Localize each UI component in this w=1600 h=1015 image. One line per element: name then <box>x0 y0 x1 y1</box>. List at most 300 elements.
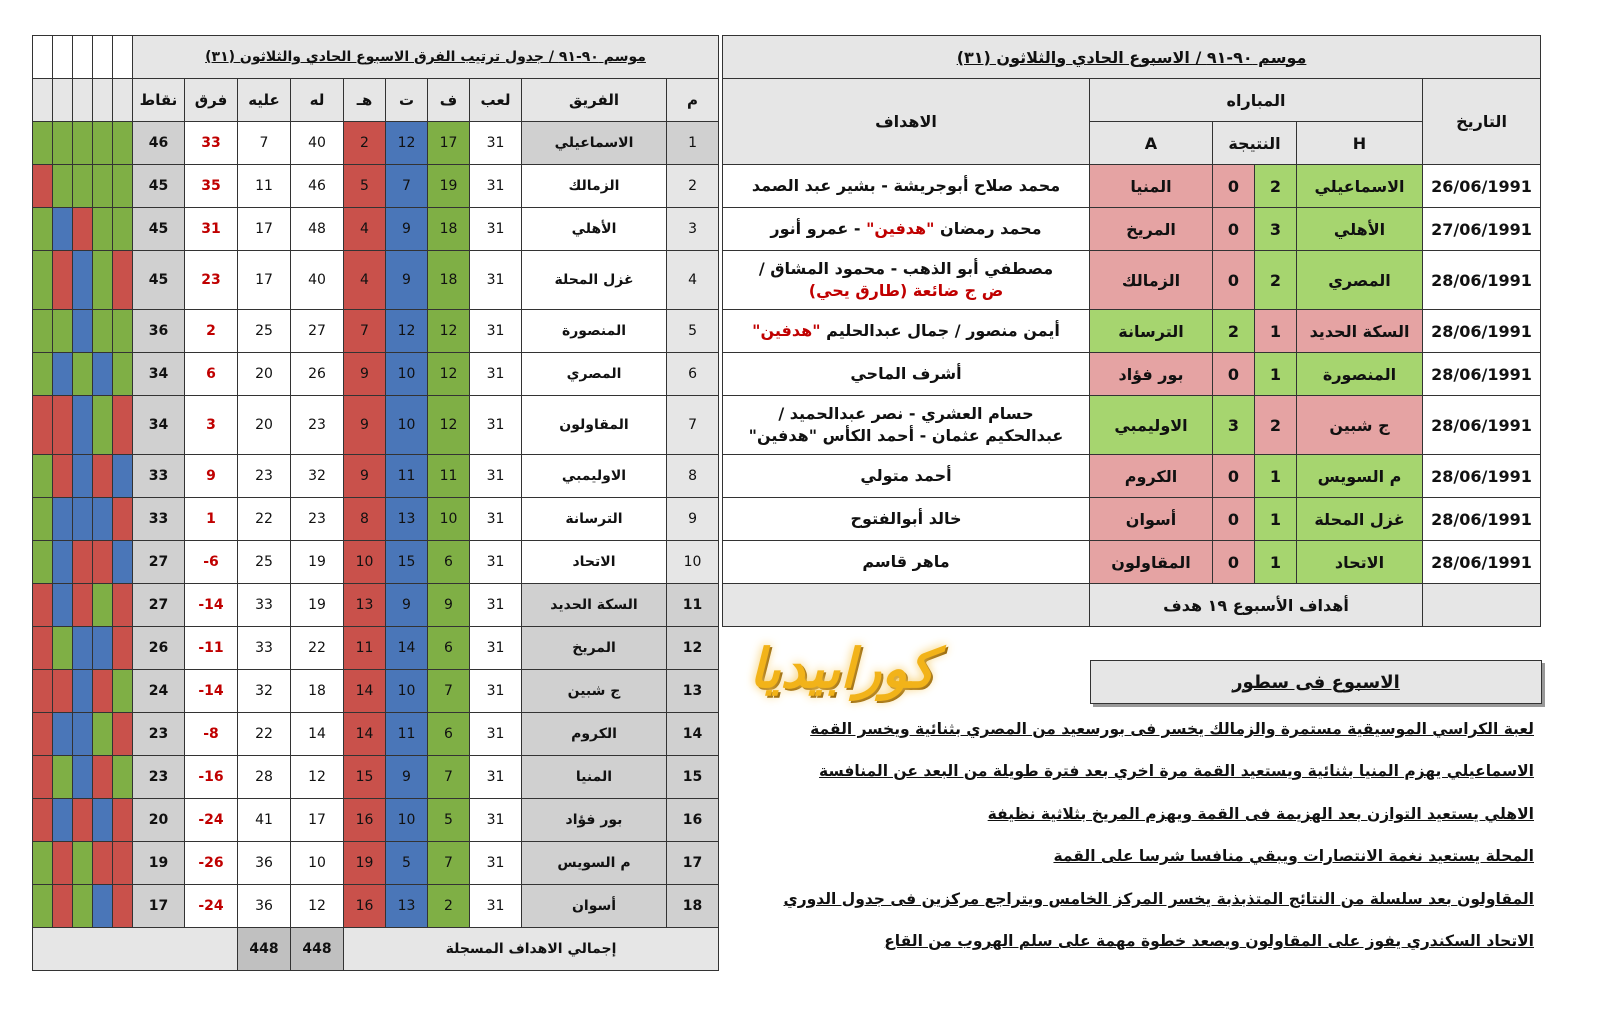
match-row <box>723 165 1541 208</box>
match-goals <box>723 396 1090 455</box>
form-indicator <box>93 713 113 756</box>
match-goals <box>723 310 1090 353</box>
goal-diff: -16 <box>185 756 238 799</box>
games-won: 7 <box>428 670 470 713</box>
games-drawn: 10 <box>386 353 428 396</box>
goal-note: ض ج ضائعة (طارق يحي) <box>808 281 1004 300</box>
goals-against: 28 <box>238 756 291 799</box>
form-indicator <box>53 455 73 498</box>
goals-against: 36 <box>238 842 291 885</box>
goals-for: 18 <box>291 670 344 713</box>
home-team: الاسماعيلي <box>1297 165 1423 208</box>
form-indicator <box>93 165 113 208</box>
home-team: السكة الحديد <box>1297 310 1423 353</box>
form-indicator <box>113 799 133 842</box>
goals-for: 40 <box>291 122 344 165</box>
away-score: 3 <box>1213 396 1255 455</box>
team-points: 26 <box>133 627 185 670</box>
games-drawn: 11 <box>386 713 428 756</box>
header-for: له <box>291 79 344 122</box>
form-indicator <box>93 627 113 670</box>
away-team: الترسانة <box>1090 310 1213 353</box>
standings-row <box>33 353 719 396</box>
games-won: 2 <box>428 885 470 928</box>
team-rank: 6 <box>667 353 719 396</box>
games-drawn: 9 <box>386 251 428 310</box>
form-indicator <box>33 627 53 670</box>
form-indicator <box>93 455 113 498</box>
team-name: المنيا <box>522 756 667 799</box>
games-lost: 9 <box>344 353 386 396</box>
goal-diff: 23 <box>185 251 238 310</box>
header-lost: هـ <box>344 79 386 122</box>
away-team: الاوليمبي <box>1090 396 1213 455</box>
games-won: 6 <box>428 627 470 670</box>
header-date: التاريخ <box>1423 79 1541 165</box>
summary-title: الاسبوع فى سطور <box>1232 671 1400 693</box>
form-indicator <box>113 396 133 455</box>
home-team: الأهلي <box>1297 208 1423 251</box>
goal-diff: -11 <box>185 627 238 670</box>
match-date: 26/06/1991 <box>1423 165 1541 208</box>
games-played: 31 <box>470 310 522 353</box>
standings-row <box>33 756 719 799</box>
team-name: المريخ <box>522 627 667 670</box>
form-indicator <box>113 353 133 396</box>
form-indicator <box>93 756 113 799</box>
form-indicator <box>33 310 53 353</box>
form-indicator <box>33 584 53 627</box>
match-goals <box>723 353 1090 396</box>
games-played: 31 <box>470 799 522 842</box>
form-indicator <box>53 842 73 885</box>
team-name: الاوليمبي <box>522 455 667 498</box>
form-indicator <box>113 842 133 885</box>
footer-spacer <box>1423 584 1541 627</box>
team-name: أسوان <box>522 885 667 928</box>
form-indicator <box>33 670 53 713</box>
games-played: 31 <box>470 251 522 310</box>
games-drawn: 10 <box>386 799 428 842</box>
form-header-cell <box>73 36 93 79</box>
form-indicator <box>33 842 53 885</box>
goal-scorers-line: أحمد متولي <box>860 466 952 485</box>
match-goals <box>723 541 1090 584</box>
home-team: ج شبين <box>1297 396 1423 455</box>
form-indicator <box>93 396 113 455</box>
form-indicator <box>113 713 133 756</box>
team-rank: 3 <box>667 208 719 251</box>
form-indicator <box>53 885 73 928</box>
games-played: 31 <box>470 584 522 627</box>
header-won: ف <box>428 79 470 122</box>
games-won: 19 <box>428 165 470 208</box>
goals-for: 32 <box>291 455 344 498</box>
form-indicator <box>73 885 93 928</box>
games-lost: 16 <box>344 885 386 928</box>
team-name: بور فؤاد <box>522 799 667 842</box>
games-lost: 4 <box>344 251 386 310</box>
team-rank: 1 <box>667 122 719 165</box>
home-score: 1 <box>1255 310 1297 353</box>
goals-for: 40 <box>291 251 344 310</box>
games-drawn: 9 <box>386 208 428 251</box>
games-won: 5 <box>428 799 470 842</box>
form-header-cell <box>33 36 53 79</box>
games-won: 11 <box>428 455 470 498</box>
team-rank: 9 <box>667 498 719 541</box>
header-diff: فرق <box>185 79 238 122</box>
form-indicator <box>113 208 133 251</box>
footer-spacer <box>723 584 1090 627</box>
match-date: 28/06/1991 <box>1423 251 1541 310</box>
away-team: المقاولون <box>1090 541 1213 584</box>
games-played: 31 <box>470 165 522 208</box>
standings-row <box>33 799 719 842</box>
form-indicator <box>73 713 93 756</box>
header-against: عليه <box>238 79 291 122</box>
team-name: ج شبين <box>522 670 667 713</box>
form-indicator <box>113 455 133 498</box>
form-indicator <box>113 627 133 670</box>
form-indicator <box>73 799 93 842</box>
summary-line: المقاولون بعد سلسلة من النتائج المتذبذبة يخسر المركز الخامس ويتراجع مركزين فى جدول الدوري <box>783 890 1534 908</box>
away-score: 0 <box>1213 541 1255 584</box>
form-indicator <box>113 251 133 310</box>
match-date: 28/06/1991 <box>1423 498 1541 541</box>
games-drawn: 11 <box>386 455 428 498</box>
games-lost: 8 <box>344 498 386 541</box>
games-played: 31 <box>470 842 522 885</box>
goals-for: 26 <box>291 353 344 396</box>
match-row <box>723 498 1541 541</box>
form-indicator <box>113 670 133 713</box>
standings-row <box>33 396 719 455</box>
header-team: الفريق <box>522 79 667 122</box>
away-team: بور فؤاد <box>1090 353 1213 396</box>
summary-line: لعبة الكراسي الموسيقية مستمرة والزمالك يخسر فى بورسعيد من المصري بثنائية ويخسر القمة <box>810 720 1534 738</box>
form-indicator <box>93 799 113 842</box>
goal-diff: 6 <box>185 353 238 396</box>
goal-scorers-line: أشرف الماحي <box>850 364 962 383</box>
form-indicator <box>53 208 73 251</box>
form-indicator <box>93 310 113 353</box>
totals-spacer <box>33 928 238 971</box>
team-name: المقاولون <box>522 396 667 455</box>
form-indicator <box>73 353 93 396</box>
team-points: 27 <box>133 584 185 627</box>
games-drawn: 5 <box>386 842 428 885</box>
home-score: 2 <box>1255 251 1297 310</box>
home-score: 2 <box>1255 165 1297 208</box>
team-name: الكروم <box>522 713 667 756</box>
summary-line: الاهلي يستعيد التوازن بعد الهزيمة فى القمة ويهزم المريخ بثلاثية نظيفة <box>987 805 1534 823</box>
games-won: 18 <box>428 251 470 310</box>
form-indicator <box>73 251 93 310</box>
header-points: نقاط <box>133 79 185 122</box>
away-score: 0 <box>1213 165 1255 208</box>
away-score: 2 <box>1213 310 1255 353</box>
home-score: 1 <box>1255 541 1297 584</box>
games-lost: 14 <box>344 670 386 713</box>
goals-against: 20 <box>238 396 291 455</box>
games-drawn: 12 <box>386 310 428 353</box>
match-date: 28/06/1991 <box>1423 455 1541 498</box>
team-name: م السويس <box>522 842 667 885</box>
standings-row <box>33 541 719 584</box>
header-away: A <box>1090 122 1213 165</box>
goal-diff: -6 <box>185 541 238 584</box>
site-logo <box>722 628 962 708</box>
goals-against: 22 <box>238 498 291 541</box>
form-indicator <box>53 165 73 208</box>
form-indicator <box>33 455 53 498</box>
games-lost: 9 <box>344 455 386 498</box>
match-row <box>723 310 1541 353</box>
standings-row <box>33 713 719 756</box>
form-indicator <box>73 455 93 498</box>
form-indicator <box>113 498 133 541</box>
away-team: الكروم <box>1090 455 1213 498</box>
match-date: 28/06/1991 <box>1423 396 1541 455</box>
team-name: المنصورة <box>522 310 667 353</box>
team-points: 24 <box>133 670 185 713</box>
games-played: 31 <box>470 670 522 713</box>
header-drawn: ت <box>386 79 428 122</box>
standings-row <box>33 251 719 310</box>
goals-for: 10 <box>291 842 344 885</box>
games-lost: 4 <box>344 208 386 251</box>
form-indicator <box>33 756 53 799</box>
team-points: 33 <box>133 455 185 498</box>
match-row <box>723 396 1541 455</box>
match-goals <box>723 165 1090 208</box>
games-won: 10 <box>428 498 470 541</box>
goal-scorers-line: محمد صلاح أبوجريشة - بشير عبد الصمد <box>751 176 1061 195</box>
match-goals <box>723 455 1090 498</box>
games-won: 12 <box>428 353 470 396</box>
match-date: 28/06/1991 <box>1423 541 1541 584</box>
form-indicator <box>53 353 73 396</box>
team-rank: 13 <box>667 670 719 713</box>
team-rank: 4 <box>667 251 719 310</box>
goal-diff: 2 <box>185 310 238 353</box>
games-played: 31 <box>470 208 522 251</box>
team-name: غزل المحلة <box>522 251 667 310</box>
form-indicator <box>53 396 73 455</box>
standings-row <box>33 627 719 670</box>
goals-against: 22 <box>238 713 291 756</box>
home-team: غزل المحلة <box>1297 498 1423 541</box>
form-header-cell <box>113 79 133 122</box>
goal-note: "هدفين" <box>752 321 821 340</box>
team-points: 34 <box>133 353 185 396</box>
games-played: 31 <box>470 541 522 584</box>
goal-scorers-line: خالد أبوالفتوح <box>850 509 962 528</box>
goals-for: 17 <box>291 799 344 842</box>
games-lost: 5 <box>344 165 386 208</box>
games-won: 12 <box>428 396 470 455</box>
form-indicator <box>73 165 93 208</box>
match-row <box>723 251 1541 310</box>
games-lost: 19 <box>344 842 386 885</box>
team-points: 45 <box>133 165 185 208</box>
games-played: 31 <box>470 353 522 396</box>
team-points: 45 <box>133 208 185 251</box>
header-result: النتيجة <box>1213 122 1297 165</box>
form-indicator <box>33 396 53 455</box>
team-rank: 7 <box>667 396 719 455</box>
goal-diff: -24 <box>185 799 238 842</box>
form-indicator <box>73 756 93 799</box>
home-team: الاتحاد <box>1297 541 1423 584</box>
games-won: 18 <box>428 208 470 251</box>
goals-for: 27 <box>291 310 344 353</box>
games-drawn: 15 <box>386 541 428 584</box>
match-date: 28/06/1991 <box>1423 353 1541 396</box>
games-drawn: 7 <box>386 165 428 208</box>
goal-diff: 35 <box>185 165 238 208</box>
form-indicator <box>33 122 53 165</box>
games-drawn: 10 <box>386 396 428 455</box>
form-indicator <box>93 122 113 165</box>
form-indicator <box>53 756 73 799</box>
team-rank: 12 <box>667 627 719 670</box>
standings-row <box>33 670 719 713</box>
form-indicator <box>93 208 113 251</box>
form-indicator <box>53 498 73 541</box>
away-score: 0 <box>1213 498 1255 541</box>
games-drawn: 9 <box>386 584 428 627</box>
games-played: 31 <box>470 756 522 799</box>
home-score: 1 <box>1255 498 1297 541</box>
standings-row <box>33 842 719 885</box>
form-indicator <box>33 208 53 251</box>
home-score: 1 <box>1255 455 1297 498</box>
form-indicator <box>73 122 93 165</box>
header-home: H <box>1297 122 1423 165</box>
goals-against: 33 <box>238 627 291 670</box>
site-logo-text: كورابيديا <box>749 636 935 700</box>
games-lost: 11 <box>344 627 386 670</box>
goals-against: 33 <box>238 584 291 627</box>
form-indicator <box>73 627 93 670</box>
standings-row <box>33 310 719 353</box>
games-played: 31 <box>470 885 522 928</box>
form-indicator <box>33 713 53 756</box>
form-indicator <box>113 541 133 584</box>
form-indicator <box>33 498 53 541</box>
games-played: 31 <box>470 713 522 756</box>
games-drawn: 12 <box>386 122 428 165</box>
standings-row <box>33 498 719 541</box>
team-rank: 10 <box>667 541 719 584</box>
team-rank: 15 <box>667 756 719 799</box>
goals-against: 25 <box>238 310 291 353</box>
match-row <box>723 455 1541 498</box>
goals-against: 25 <box>238 541 291 584</box>
form-indicator <box>113 885 133 928</box>
header-match: المباراه <box>1090 79 1423 122</box>
standings-row <box>33 165 719 208</box>
standings-row <box>33 455 719 498</box>
home-team: م السويس <box>1297 455 1423 498</box>
away-team: المريخ <box>1090 208 1213 251</box>
summary-line: الاتحاد السكندري يفوز على المقاولون ويصعد خطوة مهمة على سلم الهروب من القاع <box>884 932 1534 950</box>
team-name: الأهلي <box>522 208 667 251</box>
away-score: 0 <box>1213 251 1255 310</box>
totals-label: إجمالي الاهداف المسجلة <box>344 928 719 971</box>
goals-for: 14 <box>291 713 344 756</box>
form-header-cell <box>73 79 93 122</box>
form-header-cell <box>113 36 133 79</box>
form-indicator <box>53 251 73 310</box>
form-indicator <box>33 541 53 584</box>
form-indicator <box>93 842 113 885</box>
team-rank: 5 <box>667 310 719 353</box>
goals-against: 36 <box>238 885 291 928</box>
games-lost: 7 <box>344 310 386 353</box>
form-indicator <box>73 396 93 455</box>
team-points: 36 <box>133 310 185 353</box>
games-played: 31 <box>470 122 522 165</box>
goal-scorers-line: عبدالحكيم عثمان - أحمد الكأس "هدفين" <box>748 426 1064 445</box>
goals-for: 12 <box>291 885 344 928</box>
goal-scorers-line: حسام العشري - نصر عبدالحميد / <box>778 404 1034 423</box>
form-header-cell <box>33 79 53 122</box>
goals-for: 19 <box>291 541 344 584</box>
goals-for: 19 <box>291 584 344 627</box>
goals-for: 23 <box>291 498 344 541</box>
team-rank: 16 <box>667 799 719 842</box>
match-date: 28/06/1991 <box>1423 310 1541 353</box>
header-goals: الاهداف <box>723 79 1090 165</box>
goals-against: 17 <box>238 208 291 251</box>
standings-title: موسم ٩٠-٩١ / جدول ترتيب الفرق الاسبوع الحادي والثلاثون (٣١) <box>133 36 719 79</box>
goals-against: 23 <box>238 455 291 498</box>
summary-line: الاسماعيلي يهزم المنيا بثنائية ويستعيد القمة مرة اخري بعد فترة طويلة من البعد عن المنافسة <box>819 762 1534 780</box>
form-indicator <box>53 122 73 165</box>
match-row <box>723 353 1541 396</box>
standings-row <box>33 122 719 165</box>
form-indicator <box>53 627 73 670</box>
team-rank: 17 <box>667 842 719 885</box>
match-goals <box>723 498 1090 541</box>
goal-diff: 31 <box>185 208 238 251</box>
standings-row <box>33 885 719 928</box>
form-indicator <box>53 713 73 756</box>
away-score: 0 <box>1213 208 1255 251</box>
form-indicator <box>93 498 113 541</box>
team-name: المصري <box>522 353 667 396</box>
away-team: المنيا <box>1090 165 1213 208</box>
team-rank: 8 <box>667 455 719 498</box>
total-for: 448 <box>291 928 344 971</box>
goals-against: 20 <box>238 353 291 396</box>
home-score: 2 <box>1255 396 1297 455</box>
games-won: 7 <box>428 756 470 799</box>
home-team: المنصورة <box>1297 353 1423 396</box>
goal-diff: -8 <box>185 713 238 756</box>
match-date: 27/06/1991 <box>1423 208 1541 251</box>
games-lost: 15 <box>344 756 386 799</box>
standings-table <box>32 35 719 971</box>
team-points: 27 <box>133 541 185 584</box>
form-indicator <box>113 165 133 208</box>
away-score: 0 <box>1213 353 1255 396</box>
games-lost: 10 <box>344 541 386 584</box>
games-drawn: 13 <box>386 498 428 541</box>
